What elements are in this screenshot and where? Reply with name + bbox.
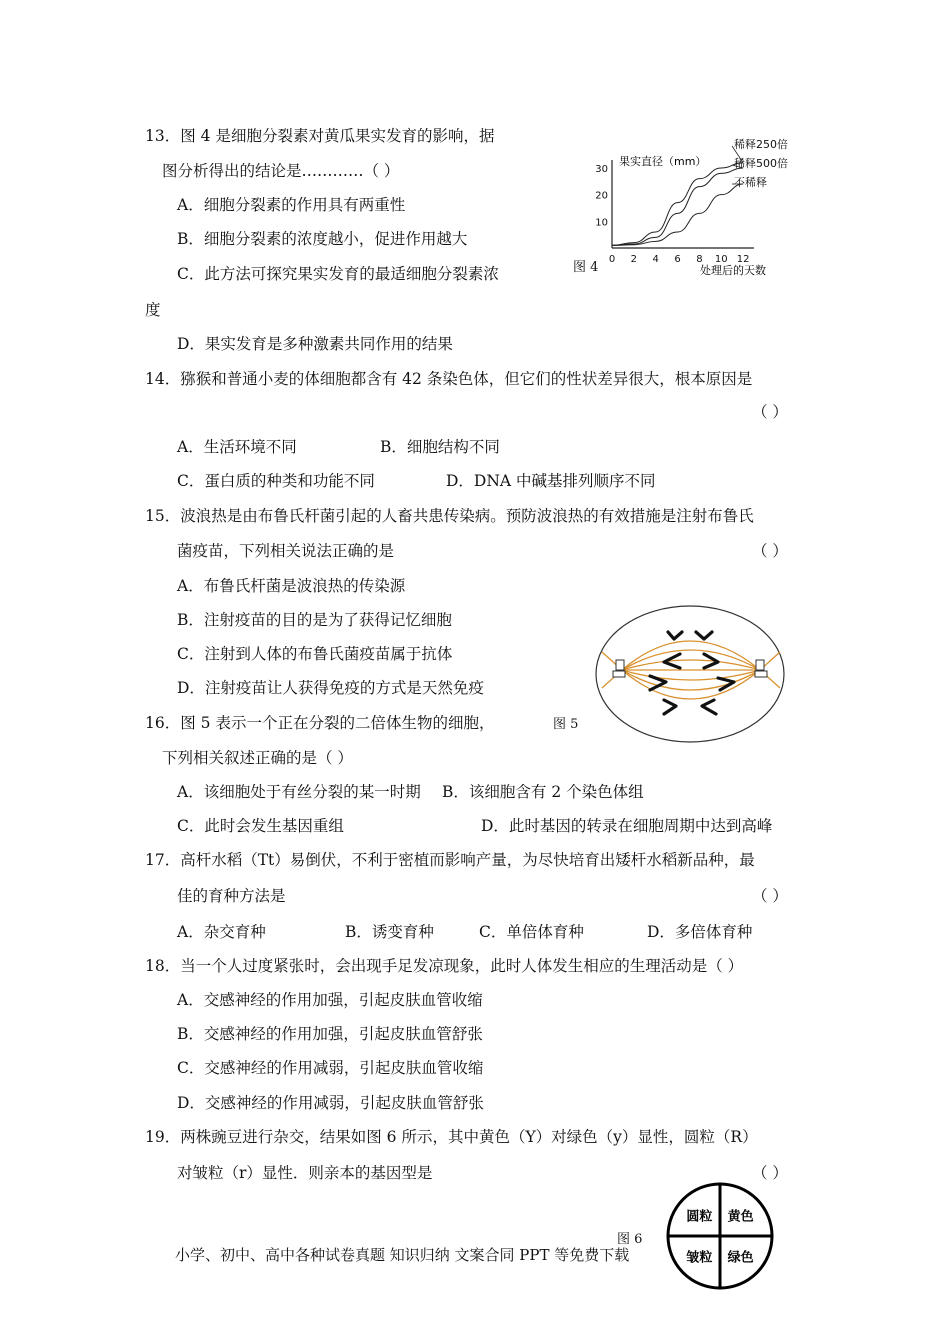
spindle-fibers	[602, 641, 780, 699]
q13-option-c-line2: 度	[145, 301, 161, 319]
q13-option-b: B．细胞分裂素的浓度越小，促进作用越大	[177, 230, 468, 248]
q19-answer-paren: （ ）	[752, 1164, 788, 1182]
fig4-x-tick-label: 8	[696, 254, 703, 265]
footer-text: 小学、初中、高中各种试卷真题 知识归纳 文案合同 PPT 等免费下载	[175, 1246, 630, 1264]
fig6-slice-label: 黄色	[727, 1209, 754, 1225]
q17-option-b: B．诱变育种	[345, 923, 434, 941]
q13-stem-line1: 13．图 4 是细胞分裂素对黄瓜果实发育的影响，据	[145, 127, 495, 145]
q14-option-d: D．DNA 中碱基排列顺序不同	[446, 472, 656, 490]
q18-option-c: C．交感神经的作用减弱，引起皮肤血管收缩	[177, 1059, 484, 1077]
fig4-legend-entry: 稀释250倍	[734, 138, 788, 151]
fig6-pie-chart	[664, 1180, 784, 1292]
q17-option-a: A．杂交育种	[177, 923, 266, 941]
q17-option-d: D．多倍体育种	[647, 923, 753, 941]
q16-option-c: C．此时会发生基因重组	[177, 817, 344, 835]
q15-option-a: A．布鲁氏杆菌是波浪热的传染源	[177, 577, 406, 595]
q15-option-d: D．注射疫苗让人获得免疫的方式是天然免疫	[177, 679, 484, 697]
fig4-line-chart	[588, 132, 808, 280]
q18-option-d: D．交感神经的作用减弱，引起皮肤血管舒张	[177, 1094, 484, 1112]
q15-stem-line2: 菌疫苗，下列相关说法正确的是	[177, 542, 395, 560]
fig6-slice-label: 圆粒	[686, 1209, 713, 1225]
fig4-label: 图 4	[573, 260, 599, 275]
q18-option-b: B．交感神经的作用加强，引起皮肤血管舒张	[177, 1025, 483, 1043]
q17-answer-paren: （ ）	[752, 887, 788, 905]
q14-answer-paren: （ ）	[752, 403, 788, 421]
fig5-label: 图 5	[553, 717, 579, 732]
q15-option-b: B．注射疫苗的目的是为了获得记忆细胞	[177, 611, 452, 629]
q13-option-a: A．细胞分裂素的作用具有两重性	[177, 196, 406, 214]
fig6-slice-label: 绿色	[727, 1250, 754, 1266]
q16-option-a: A．该细胞处于有丝分裂的某一时期	[177, 783, 421, 801]
q13-stem-line2: 图分析得出的结论是…………（ ）	[162, 162, 400, 180]
fig6-label: 图 6	[617, 1232, 643, 1247]
fig6-slice-label: 皱粒	[686, 1250, 713, 1266]
q19-stem-line1: 19．两株豌豆进行杂交，结果如图 6 所示，其中黄色（Y）对绿色（y）显性，圆粒（R）	[145, 1128, 758, 1146]
q16-option-b: B．该细胞含有 2 个染色体组	[442, 783, 644, 801]
fig4-x-tick-label: 4	[652, 254, 659, 265]
chromosomes	[650, 632, 734, 714]
centrosome-left	[613, 660, 625, 677]
fig4-x-axis-label: 处理后的天数	[700, 264, 766, 277]
fig4-x-tick-label: 12	[736, 254, 750, 265]
q16-option-d: D．此时基因的转录在细胞周期中达到高峰	[481, 817, 773, 835]
fig4-x-tick-label: 2	[630, 254, 638, 265]
q16-stem-line2: 下列相关叙述正确的是（ ）	[162, 749, 353, 767]
fig4-y-tick-label: 10	[595, 217, 608, 229]
fig4-x-tick-label: 0	[608, 254, 616, 265]
fig5-dividing-cell-diagram	[592, 602, 788, 746]
q16-stem-line1: 16．图 5 表示一个正在分裂的二倍体生物的细胞，	[145, 714, 495, 732]
q14-stem: 14．猕猴和普通小麦的体细胞都含有 42 条染色体，但它们的性状差异很大，根本原因是	[145, 370, 753, 388]
q13-option-c-line1: C．此方法可探究果实发育的最适细胞分裂素浓	[177, 265, 499, 283]
fig4-x-tick-label: 6	[674, 254, 681, 265]
fig4-y-tick-label: 20	[595, 190, 608, 202]
fig4-x-tick-label: 10	[714, 254, 728, 265]
q18-option-a: A．交感神经的作用加强，引起皮肤血管收缩	[177, 991, 483, 1009]
fig4-series-line	[612, 184, 743, 245]
q17-stem-line1: 17．高杆水稻（Tt）易倒伏，不利于密植而影响产量，为尽快培育出矮杆水稻新品种，最	[145, 851, 755, 869]
q14-option-c: C．蛋白质的种类和功能不同	[177, 472, 375, 490]
q18-stem: 18．当一个人过度紧张时，会出现手足发凉现象，此时人体发生相应的生理活动是（ ）	[145, 957, 744, 975]
q15-answer-paren: （ ）	[752, 542, 788, 560]
fig4-y-axis-label: 果实直径（mm）	[619, 155, 707, 168]
q19-stem-line2: 对皱粒（r）显性．则亲本的基因型是	[177, 1164, 433, 1182]
q14-option-a: A．生活环境不同	[177, 438, 297, 456]
fig4-legend-entry: 稀释500倍	[734, 157, 788, 170]
fig4-series-line	[612, 163, 743, 246]
fig4-series-line	[612, 168, 743, 245]
q13-option-d: D．果实发育是多种激素共同作用的结果	[177, 335, 453, 353]
fig4-y-tick-label: 30	[595, 164, 608, 175]
q15-stem-line1: 15．波浪热是由布鲁氏杆菌引起的人畜共患传染病。预防波浪热的有效措施是注射布鲁氏	[145, 507, 754, 525]
q15-option-c: C．注射到人体的布鲁氏菌疫苗属于抗体	[177, 645, 453, 663]
centrosome-right	[755, 660, 767, 677]
fig4-legend-entry: 不稀释	[734, 176, 767, 189]
q17-stem-line2: 佳的育种方法是	[177, 887, 286, 905]
q14-option-b: B．细胞结构不同	[380, 438, 500, 456]
q17-option-c: C．单倍体育种	[479, 923, 584, 941]
